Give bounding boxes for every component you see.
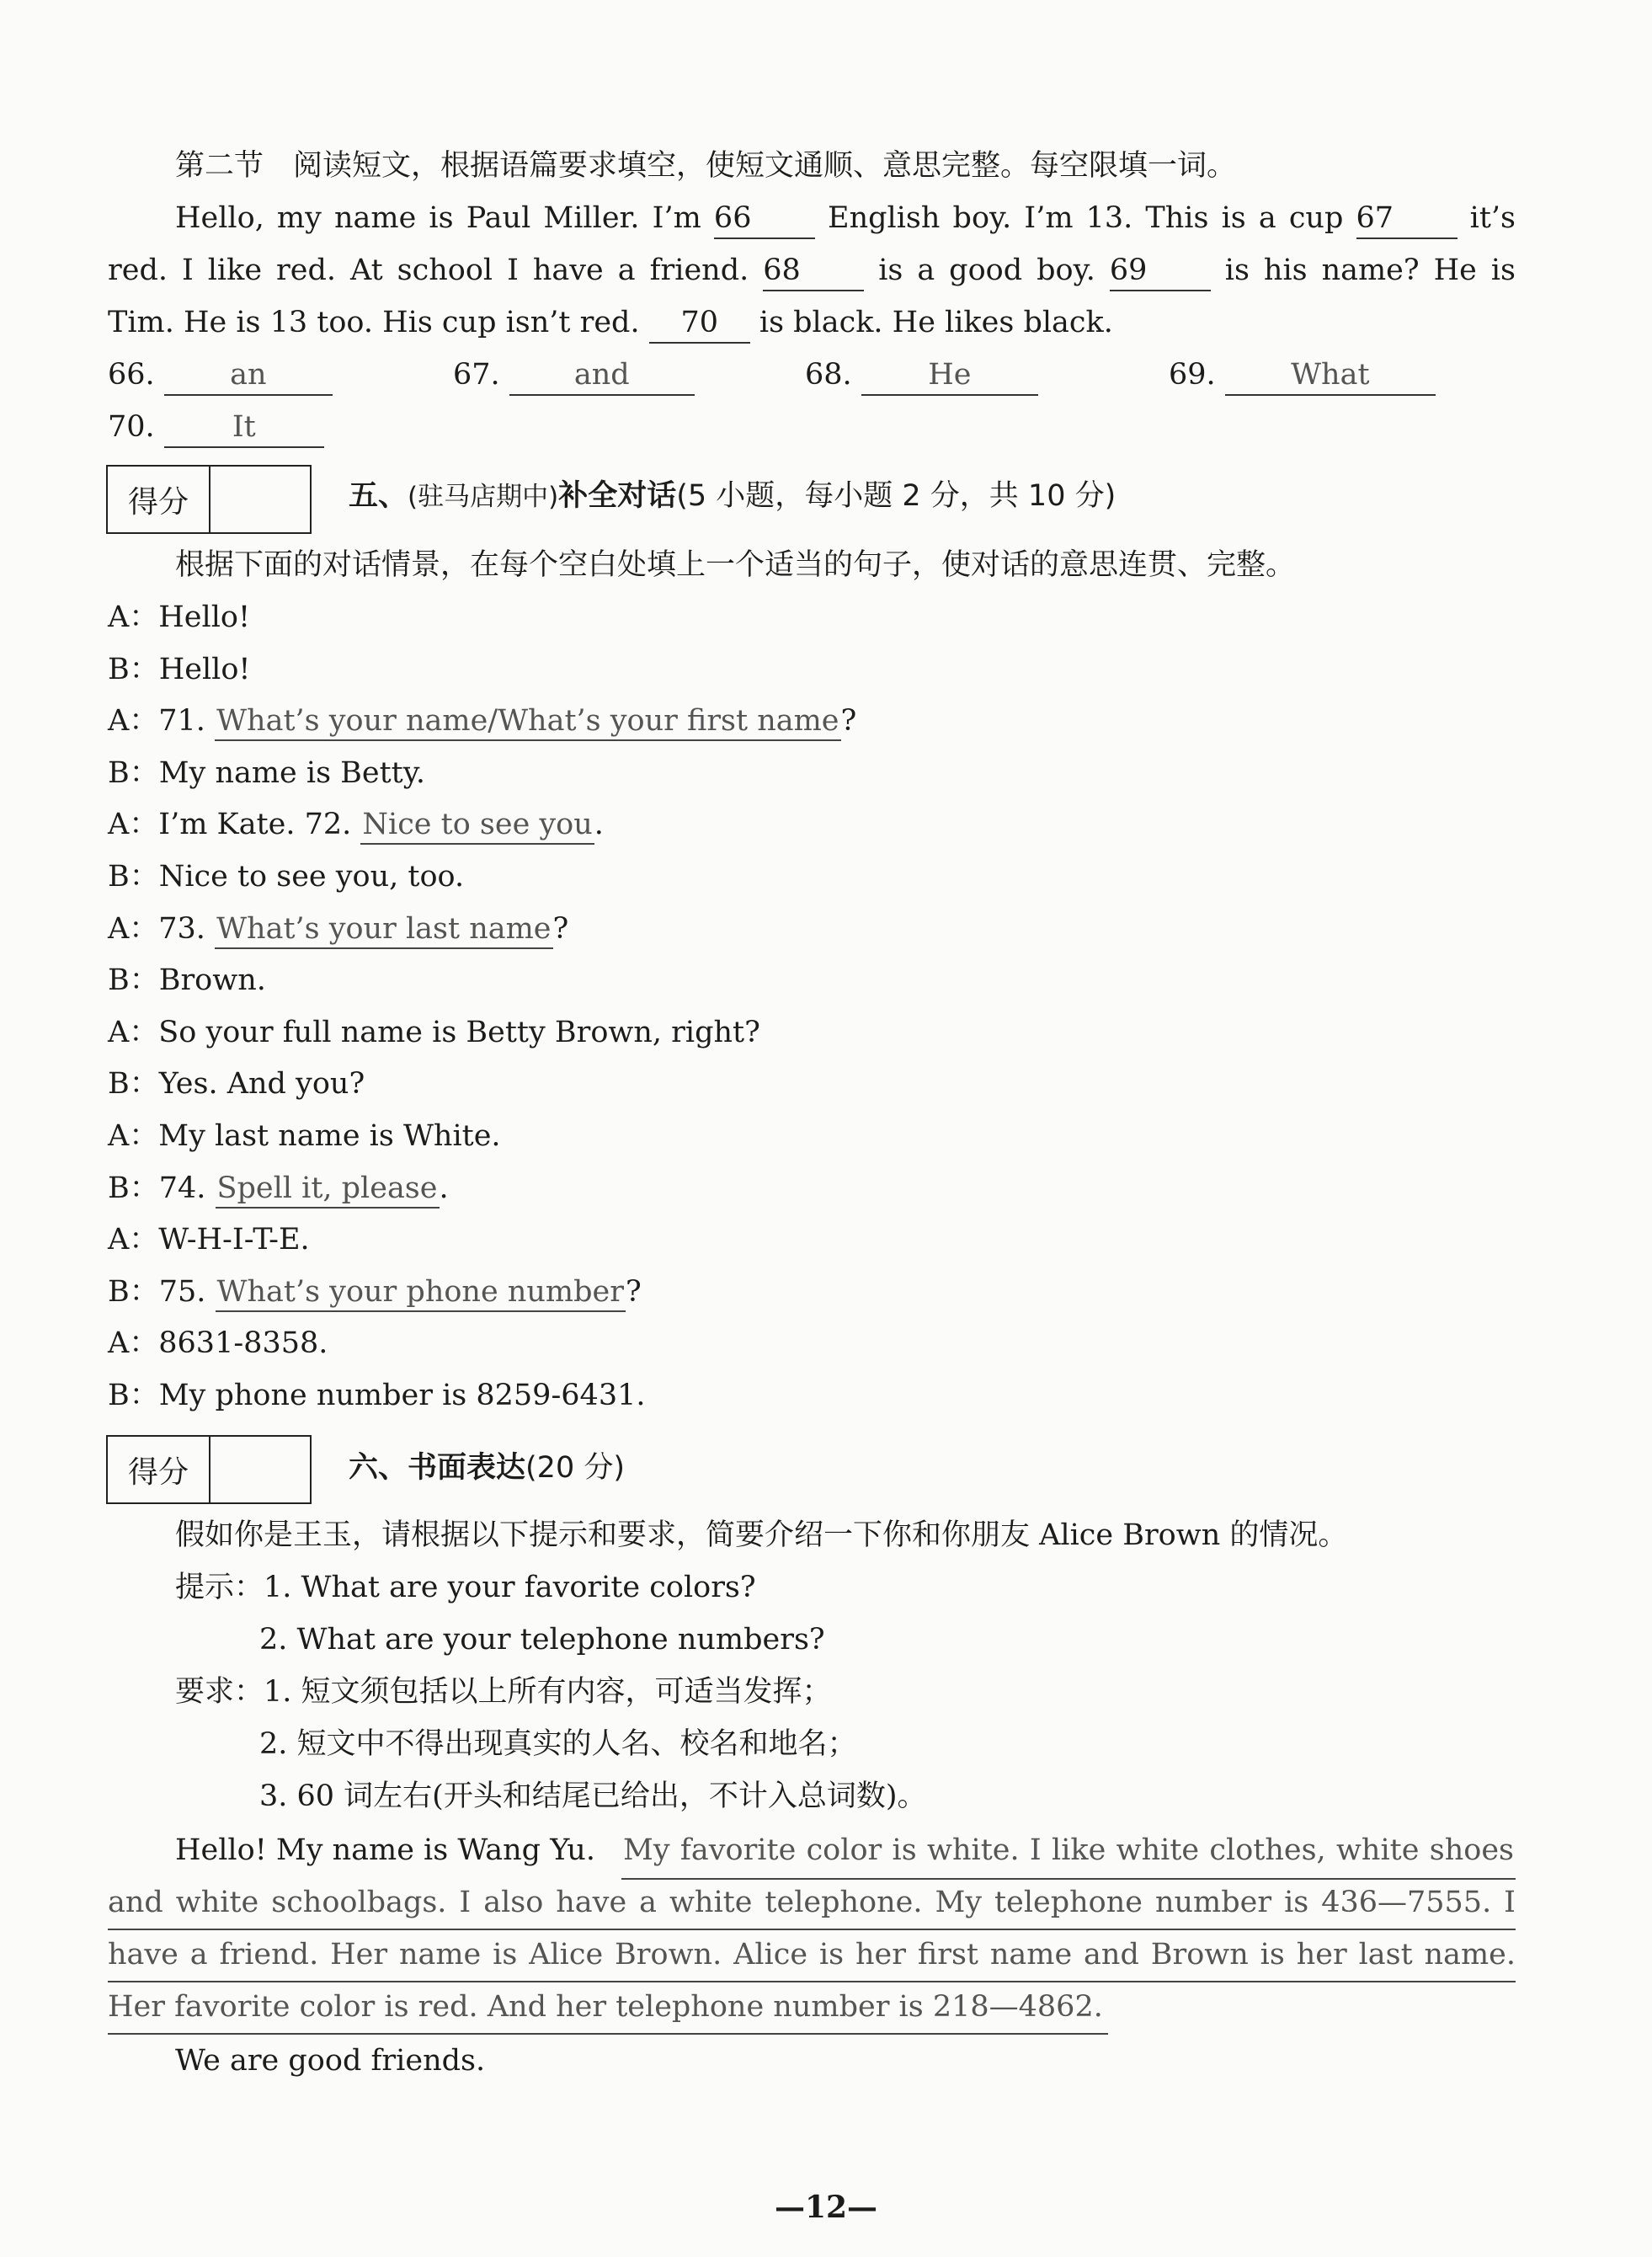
dialogue-text: A：71.	[108, 704, 216, 738]
dialogue-text: B：Hello!	[108, 653, 251, 686]
dialogue-text: B：Nice to see you, too.	[108, 860, 465, 894]
essay-end: We are good friends.	[175, 2044, 486, 2078]
passage-line-3: Tim. He is 13 too. His cup isn’t red. 70 is black. He likes black.	[108, 296, 1516, 349]
score-label: 得分	[108, 467, 210, 532]
requirement-1: 要求：1. 短文须包括以上所有内容，可适当发挥；	[175, 1675, 832, 1709]
essay-answer-1: My favorite color is white. I like white clothes, white shoes	[621, 1824, 1516, 1880]
dialogue-line	[108, 903, 1516, 955]
dialogue-line	[108, 798, 1516, 851]
section-2-header: 第二节 阅读短文，根据语篇要求填空，使短文通顺、意思完整。每空限填一词。	[175, 149, 1237, 183]
passage-line-1: Hello, my name is Paul Miller. I’m 66 English boy. I’m 13. This is a cup 67 it’s	[175, 192, 1516, 244]
hint-1: 提示：1. What are your favorite colors?	[175, 1571, 756, 1604]
passage-line-2: red. I like red. At school I have a friend. 68 is a good boy. 69 is his name? He is	[108, 244, 1516, 296]
dialogue-line	[108, 1006, 1516, 1059]
dialogue-punct: .	[594, 808, 604, 841]
essay-answer-3: have a friend. Her name is Alice Brown. Alice is her first name and Brown is her last name.	[108, 1929, 1516, 1982]
dialogue-line	[108, 1058, 1516, 1110]
dialogue-text: A：I’m Kate. 72.	[108, 808, 361, 841]
dialogue-line	[108, 954, 1516, 1006]
dialogue-text: B：My phone number is 8259-6431.	[108, 1379, 646, 1412]
dialogue-answer: What’s your name/What’s your first name	[215, 704, 840, 741]
dialogue-text: B：My name is Betty.	[108, 756, 425, 790]
blank-68: 68	[763, 251, 864, 291]
essay-line-1	[175, 1824, 1516, 1876]
dialogue-text: B：75.	[108, 1275, 216, 1309]
dialogue-line	[108, 643, 1516, 696]
blank-69: 69	[1110, 251, 1211, 291]
requirement-3: 3. 60 词左右(开头和结尾已给出，不计入总词数)。	[259, 1779, 927, 1813]
dialogue-text: B：74.	[108, 1171, 216, 1205]
dialogue-line	[108, 591, 1516, 643]
answer-67-text: and	[509, 355, 695, 396]
dialogue-line	[108, 747, 1516, 799]
dialogue-line	[108, 1266, 1516, 1318]
answer-69: 69. What	[1169, 349, 1436, 401]
section-6-title: 六、书面表达(20 分)	[349, 1451, 625, 1485]
answer-69-text: What	[1225, 355, 1436, 396]
dialogue-text: A：8631-8358.	[108, 1326, 328, 1360]
answer-66-text: an	[164, 355, 333, 396]
answer-66: 66. an	[108, 349, 333, 401]
requirement-2: 2. 短文中不得出现真实的人名、校名和地名；	[259, 1727, 857, 1761]
dialogue-line	[108, 1369, 1516, 1422]
section-5-instruction: 根据下面的对话情景，在每个空白处填上一个适当的句子，使对话的意思连贯、完整。	[175, 548, 1296, 582]
score-input-area	[210, 467, 310, 532]
dialogue-text: A：So your full name is Betty Brown, right?	[108, 1016, 760, 1049]
dialogue-text: A：W-H-I-T-E.	[108, 1223, 310, 1257]
section-5-title: 五、(驻马店期中)补全对话(5 小题，每小题 2 分，共 10 分)	[349, 479, 1116, 513]
blank-66: 66	[714, 199, 815, 239]
score-box-section-6	[106, 1435, 312, 1504]
dialogue-punct: .	[439, 1171, 449, 1205]
dialogue-answer: What’s your phone number	[216, 1275, 626, 1312]
dialogue-punct: ?	[625, 1275, 642, 1309]
dialogue-line	[108, 1317, 1516, 1369]
answer-67: 67. and	[453, 349, 695, 401]
score-input-area	[210, 1437, 310, 1502]
dialogue-line	[108, 1110, 1516, 1162]
blank-70: 70	[649, 303, 750, 344]
dialogue-punct: ?	[840, 704, 857, 738]
answer-70-text: It	[164, 408, 324, 448]
dialogue-line	[108, 1162, 1516, 1214]
dialogue-text: B：Yes. And you?	[108, 1067, 365, 1101]
dialogue-line	[108, 695, 1516, 747]
writing-prompt: 假如你是王玉，请根据以下提示和要求，简要介绍一下你和你朋友 Alice Brown 的情况。	[175, 1518, 1348, 1552]
essay-answer-2: and white schoolbags. I also have a white telephone. My telephone number is 436—7555. I	[108, 1876, 1516, 1930]
dialogue-line	[108, 1214, 1516, 1266]
answer-70: 70. It	[108, 410, 324, 444]
answer-row-2	[108, 401, 1516, 453]
dialogue-answer: What’s your last name	[215, 912, 552, 949]
answer-68: 68. He	[805, 349, 1038, 401]
score-box-section-5	[106, 465, 312, 534]
dialogue-answer: Spell it, please	[216, 1171, 440, 1209]
dialogue-text: A：73.	[108, 912, 216, 946]
answer-68-text: He	[861, 355, 1038, 396]
essay-start: Hello! My name is Wang Yu.	[175, 1833, 595, 1867]
dialogue-answer: Nice to see you	[360, 808, 594, 845]
score-label: 得分	[108, 1437, 210, 1502]
dialogue-punct: ?	[552, 912, 569, 946]
dialogue-text: A：Hello!	[108, 600, 251, 634]
blank-67: 67	[1356, 199, 1457, 239]
dialogue-line	[108, 851, 1516, 903]
page-number: —12—	[774, 2190, 878, 2225]
hint-2: 2. What are your telephone numbers?	[259, 1623, 825, 1657]
essay-answer-4: Her favorite color is red. And her telephone number is 218—4862.	[108, 1981, 1108, 2035]
dialogue-text: B：Brown.	[108, 963, 266, 997]
dialogue-text: A：My last name is White.	[108, 1119, 501, 1153]
